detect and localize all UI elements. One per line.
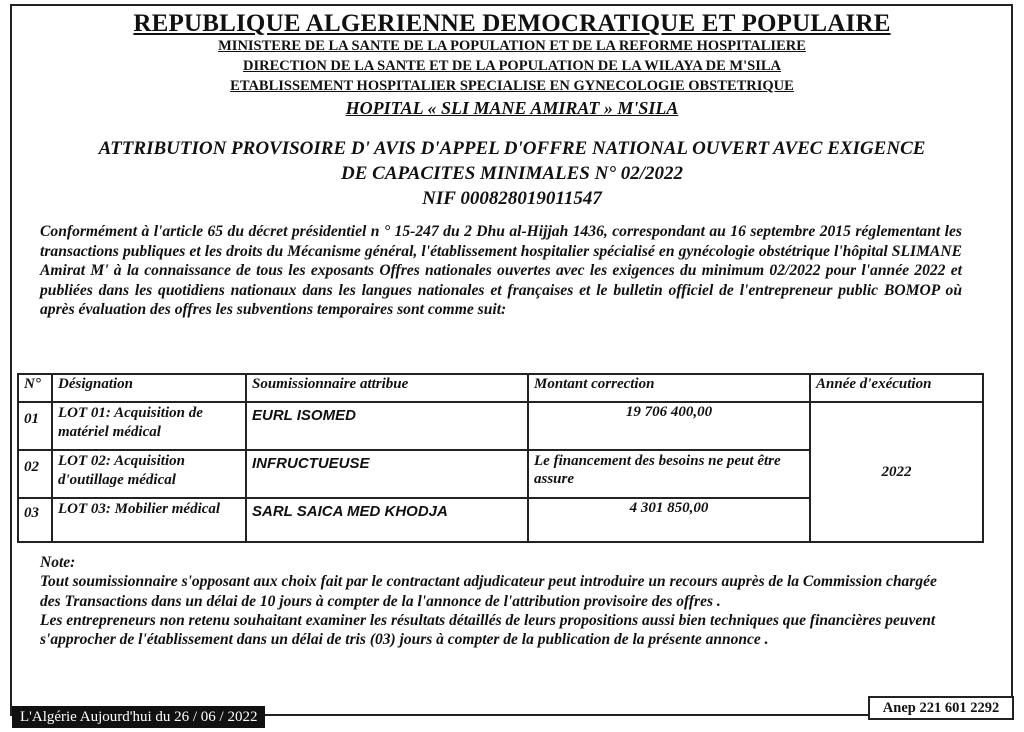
- header-bidder: Soumissionnaire attribue: [246, 374, 528, 402]
- republic-heading: REPUBLIQUE ALGERIENNE DEMOCRATIQUE ET POPULAIRE: [133, 10, 891, 37]
- publication-source: L'Algérie Aujourd'hui du 26 / 06 / 2022: [12, 706, 265, 728]
- intro-paragraph: Conformément à l'article 65 du décret présidentiel n ° 15-247 du 2 Dhu al-Hijjah 1436, correspondant au 16 septembre 2015 réglementant les transactions publiques et les droits du Mécanisme général, l'établissement hospitalier spécialisé en gynécologie obstétrique l'hôpital SLIMANE Amirat M' à la connaissance de tous les exposants Offres nationales ouvertes avec les exigences du minimum 02/2022 pour l'année 2022 et publiées dans les quotidiens nationaux dans les langues nationales et françaises et le bulletin officiel de l'entrepreneur public BOMOP où après évaluation des offres les subventions temporaires sont comme suit:: [40, 223, 962, 318]
- row-amount: 19 706 400,00: [528, 402, 810, 450]
- establishment-heading: ETABLISSEMENT HOSPITALIER SPECIALISE EN GYNECOLOGIE OBSTETRIQUE: [230, 78, 794, 94]
- award-table: [17, 373, 984, 543]
- notice-title-line1: ATTRIBUTION PROVISOIRE D' AVIS D'APPEL D'OFFRE NATIONAL OUVERT AVEC EXIGENCE: [98, 138, 926, 159]
- row-bidder: EURL ISOMED: [246, 402, 528, 450]
- hospital-heading: HOPITAL « SLI MANE AMIRAT » M'SILA: [345, 98, 679, 118]
- row-designation: LOT 03: Mobilier médical: [52, 498, 246, 542]
- row-designation: LOT 02: Acquisition d'outillage médical: [52, 450, 246, 498]
- row-bidder: SARL SAICA MED KHODJA: [246, 498, 528, 542]
- anep-reference: Anep 221 601 2292: [868, 696, 1014, 720]
- ministry-heading: MINISTERE DE LA SANTE DE LA POPULATION ET DE LA REFORME HOSPITALIERE: [218, 38, 806, 54]
- header-year: Année d'exécution: [810, 374, 983, 402]
- notice-title-line2: DE CAPACITES MINIMALES N° 02/2022: [341, 163, 683, 184]
- row-no: 02: [18, 450, 52, 498]
- row-no: 01: [18, 402, 52, 450]
- note-section: [40, 553, 960, 649]
- note-paragraph-1: Tout soumissionnaire s'opposant aux choix fait par le contractant adjudicateur peut introduire un recours auprès de la Commission chargée des Transactions dans un délai de 10 jours à compter de la l'annonce de l'attribution provisoire des offres .: [40, 573, 937, 610]
- nif-number: NIF 000828019011547: [422, 188, 602, 209]
- row-amount: Le financement des besoins ne peut être assure: [528, 450, 810, 498]
- header-amount: Montant correction: [528, 374, 810, 402]
- note-label: Note:: [40, 554, 76, 571]
- row-amount: 4 301 850,00: [528, 498, 810, 542]
- row-bidder: INFRUCTUEUSE: [246, 450, 528, 498]
- note-paragraph-2: Les entrepreneurs non retenu souhaitant examiner les résultats détaillés de leurs propositions aussi bien techniques que financières peuvent s'approcher de l'établissement dans un délai de tris (03) jours à compter de la publication de la présente annonce .: [40, 611, 936, 649]
- header-no: N°: [18, 374, 52, 402]
- row-no: 03: [18, 498, 52, 542]
- header-designation: Désignation: [52, 374, 246, 402]
- table-header-row: [18, 374, 983, 402]
- direction-heading: DIRECTION DE LA SANTE ET DE LA POPULATION DE LA WILAYA DE M'SILA: [243, 58, 781, 74]
- execution-year: 2022: [810, 402, 983, 542]
- table-row: [18, 402, 983, 450]
- row-designation: LOT 01: Acquisition de matériel médical: [52, 402, 246, 450]
